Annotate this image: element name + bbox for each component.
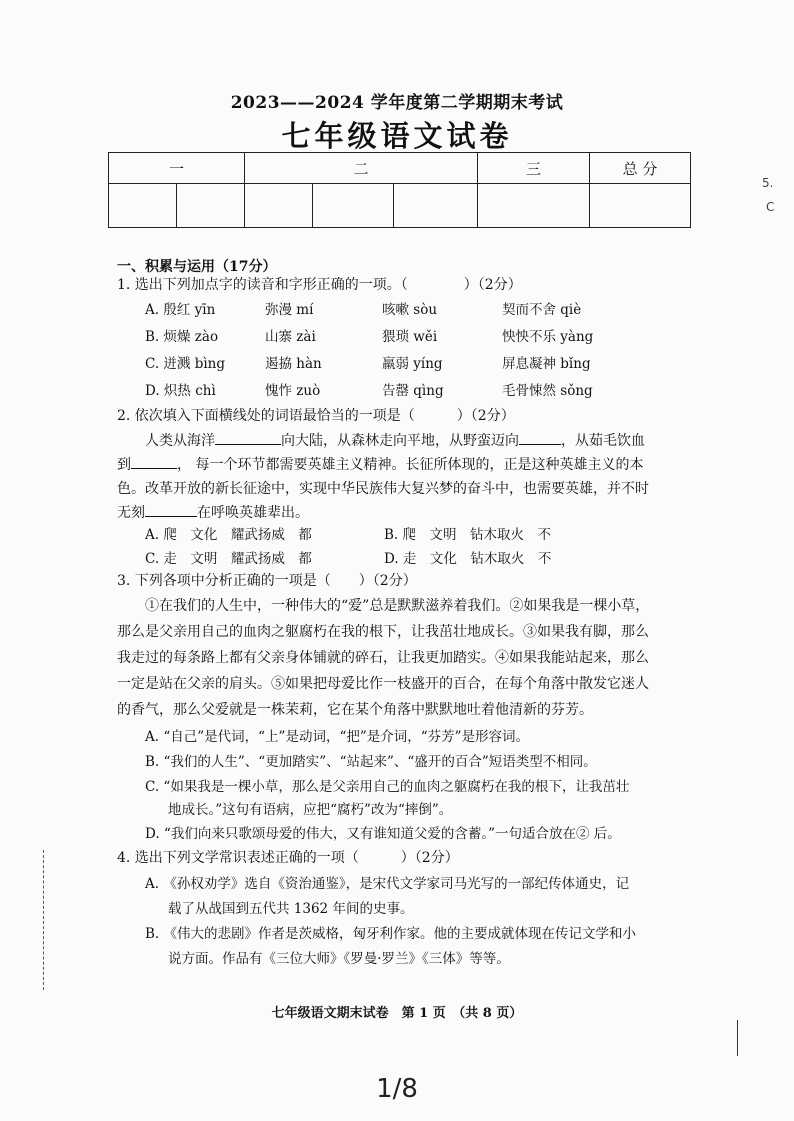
q4-option-a-2: 载了从战国到五代共 1362 年间的史事。	[168, 901, 414, 917]
q3-option-d: D. “我们向来只歌颂母爱的伟大，又有谁知道父爱的含蓄。”一句适合放在② 后。	[145, 826, 621, 842]
text: ， 每一个环节都需要英雄主义精神。长征所体现的，正是这种英雄主义的本	[177, 457, 644, 473]
page-footer: 七年级语文期末试卷 第 1 页 （共 8 页）	[271, 1006, 523, 1021]
text: 人类从海洋	[145, 433, 215, 449]
text: 在呼唤英雄辈出。	[197, 505, 309, 521]
q3-option-b: B. “我们的人生”、“更加踏实”、“站起来”、“盛开的百合”短语类型不相同。	[145, 754, 597, 770]
q1-stem: 1. 选出下列加点字的读音和字形正确的一项。（ ）（2分）	[117, 277, 522, 293]
q1-b-2: 山寨 zài	[265, 329, 316, 345]
score-cell	[590, 184, 691, 228]
q4-option-b-2: 说方面。作品有《三位大师》《罗曼·罗兰》《三体》等等。	[168, 951, 510, 967]
edge-line	[737, 1020, 738, 1056]
q1-c-1: C. 迸溅 bìng	[145, 356, 226, 372]
q4-option-a-1: A. 《孙权劝学》选自《资治通鉴》，是宋代文学家司马光写的一部纪传体通史，记	[145, 876, 630, 892]
text: 向大陆，从森林走向平地，从野蛮迈向	[281, 433, 519, 449]
q1-d-2: 愧怍 zuò	[265, 383, 321, 399]
score-cell	[394, 184, 478, 228]
section-1-title: 一、积累与运用（17分）	[117, 259, 277, 275]
q3-stem: 3. 下列各项中分析正确的一项是（ ）（2分）	[117, 573, 417, 589]
q4-stem: 4. 选出下列文学常识表述正确的一项（ ）（2分）	[117, 850, 459, 866]
q1-b-1: B. 烦燥 zào	[145, 329, 219, 345]
exam-title: 2023——2024 学年度第二学期期末考试	[230, 93, 564, 113]
text: 到	[117, 457, 131, 473]
q3-option-a: A. “自己”是代词，“上”是动词，“把”是介词，“芬芳”是形容词。	[145, 729, 530, 745]
q1-b-3: 猥琐 wěi	[382, 329, 438, 345]
score-table	[108, 152, 691, 228]
q1-b-4: 怏怏不乐 yàng	[502, 329, 594, 345]
score-cell	[245, 184, 313, 228]
page-indicator: 1/8	[376, 1074, 418, 1104]
answer-blank	[131, 456, 177, 469]
score-header-3: 三	[478, 153, 590, 184]
q1-d-4: 毛骨悚然 sǒng	[502, 383, 593, 399]
q2-option-d: D. 走 文化 钻木取火 不	[384, 551, 552, 567]
margin-mark: 5.	[762, 176, 774, 190]
score-cell	[177, 184, 245, 228]
q2-option-c: C. 走 文明 耀武扬威 都	[145, 551, 312, 567]
q1-d-1: D. 炽热 chì	[145, 383, 216, 399]
q2-line-3: 色。改革开放的新长征途中，实现中华民族伟大复兴梦的奋斗中，也需要英雄，并不时	[117, 481, 649, 497]
q1-a-4: 契而不舍 qiè	[502, 302, 582, 318]
q2-option-b: B. 爬 文明 钻木取火 不	[384, 527, 552, 543]
q4-option-b-1: B. 《伟大的悲剧》作者是茨威格，匈牙利作家。他的主要成就体现在传记文学和小	[145, 926, 637, 942]
q1-a-1: A. 殷红 yīn	[145, 302, 216, 318]
q3-passage-4: 一定是站在父亲的肩头。⑤如果把母爱比作一枝盛开的百合，在每个角落中散发它迷人	[117, 676, 649, 692]
score-header-1: 一	[109, 153, 245, 184]
answer-blank	[215, 432, 281, 445]
q2-option-a: A. 爬 文化 耀武扬威 都	[145, 527, 312, 543]
answer-blank	[145, 504, 197, 517]
q2-stem: 2. 依次填入下面横线处的词语最恰当的一项是（ ）（2分）	[117, 408, 515, 424]
score-header-total: 总 分	[590, 153, 691, 184]
q1-d-3: 告罄 qìng	[382, 383, 444, 399]
text: ，从茹毛饮血	[561, 433, 645, 449]
q3-passage-5: 的香气，那么父爱就是一株茉莉，它在某个角落中默默地吐着他清新的芬芳。	[117, 702, 593, 718]
q2-line-2	[117, 454, 643, 474]
score-cell	[313, 184, 394, 228]
q2-line-4	[117, 502, 309, 522]
q3-passage-3: 我走过的每条路上都有父亲身体铺就的碎石，让我更加踏实。④如果我能站起来，那么	[117, 650, 649, 666]
score-cell	[478, 184, 590, 228]
margin-mark: C	[766, 200, 775, 214]
q3-option-c-1: C. “如果我是一棵小草，那么是父亲用自己的血肉之躯腐朽在我的根下，让我茁壮	[145, 779, 630, 795]
q3-option-c-2: 地成长。”这句有语病，应把“腐朽”改为“摔倒”。	[168, 802, 453, 818]
q1-c-2: 遏拹 hàn	[265, 356, 322, 372]
text: 无刻	[117, 505, 145, 521]
q3-passage-2: 那么是父亲用自己的血肉之躯腐朽在我的根下，让我茁壮地成长。③如果我有脚，那么	[117, 624, 649, 640]
q2-line-1	[145, 430, 645, 450]
score-header-2: 二	[245, 153, 478, 184]
q1-c-4: 屏息凝神 bǐng	[502, 356, 591, 372]
answer-blank	[519, 432, 561, 445]
score-cell	[109, 184, 177, 228]
q3-passage-1: ①在我们的人生中，一种伟大的“爱”总是默默滋养着我们。②如果我是一棵小草，	[145, 598, 650, 614]
q1-a-3: 咳嗽 sòu	[382, 302, 438, 318]
paper-title: 七年级语文试卷	[281, 119, 513, 153]
q1-c-3: 羸弱 yíng	[382, 356, 443, 372]
binding-line	[43, 850, 44, 990]
q1-a-2: 弥漫 mí	[265, 302, 314, 318]
